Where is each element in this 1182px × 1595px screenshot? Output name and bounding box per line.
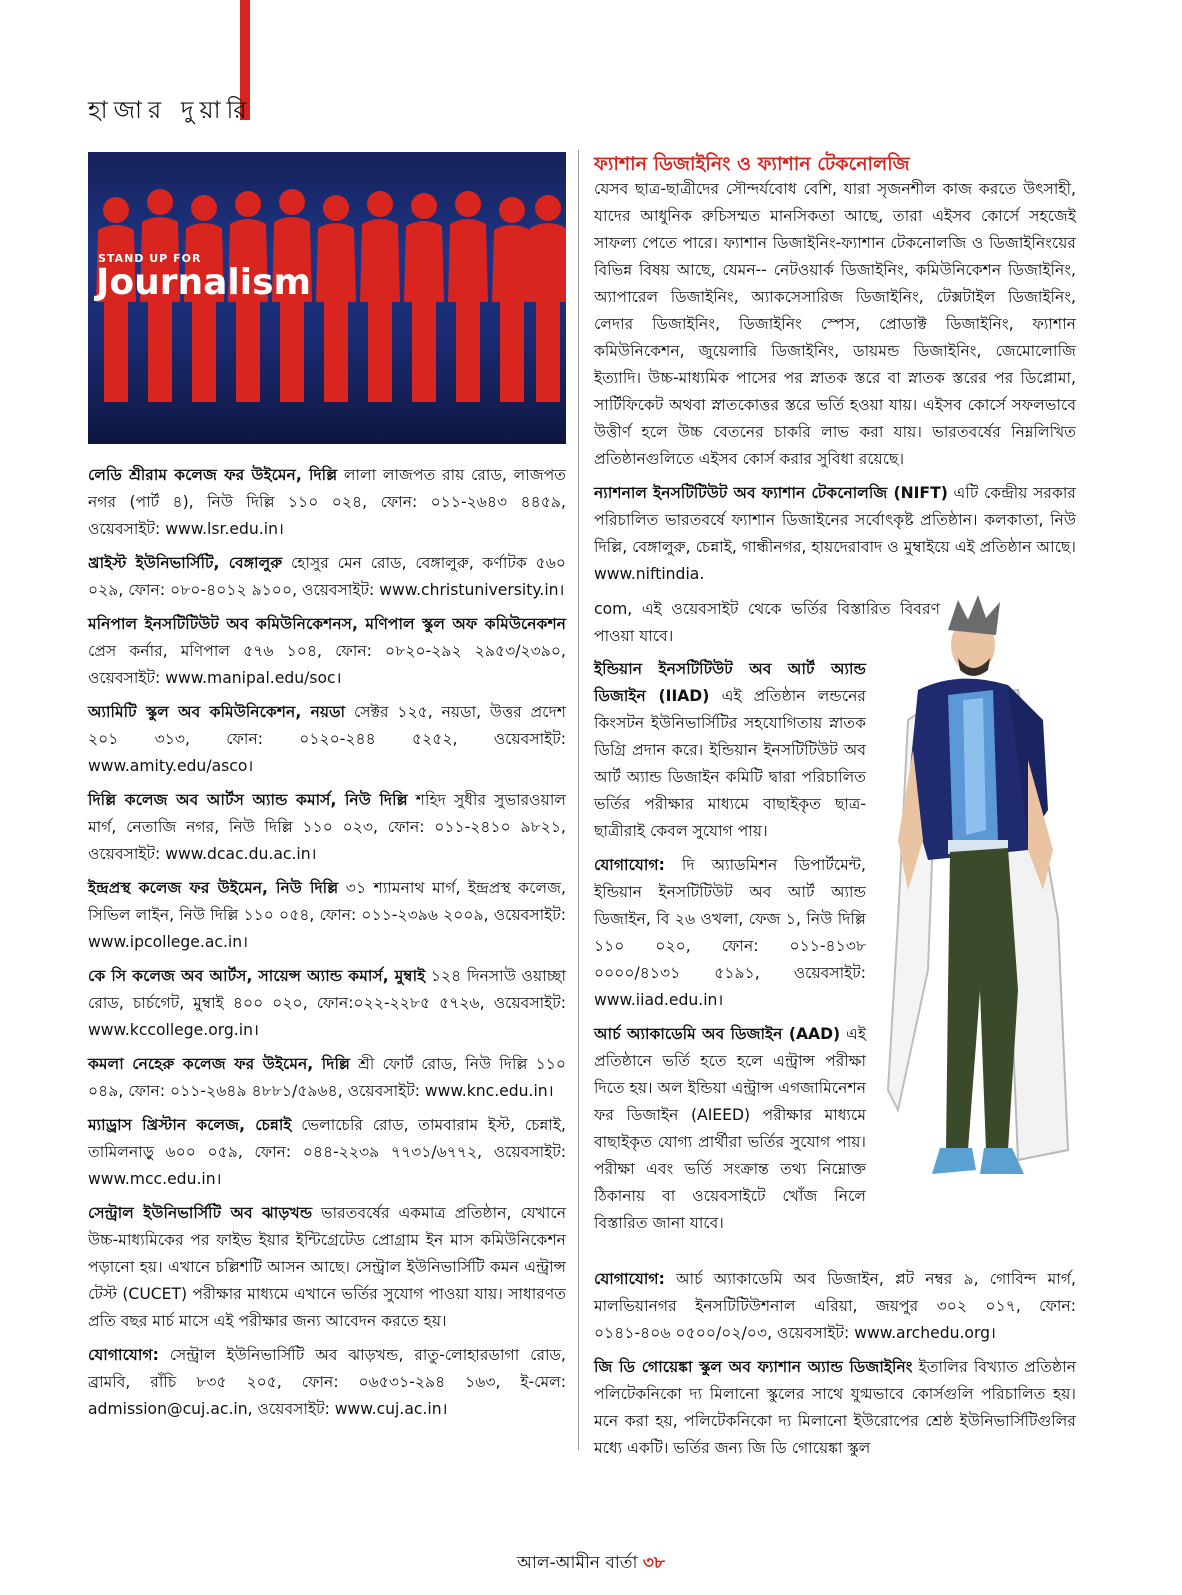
entry-text: হোসুর মেন রোড, বেঙ্গালুরু, কর্ণাটক ৫৬০ ০২৯, ফোন: ০৮০-৪০১২ ৯১০০, ওয়েবসাইট: www.christuniversity.in। xyxy=(88,554,567,599)
journalism-poster-image xyxy=(88,152,566,444)
entry-name: কে সি কলেজ অব আর্টস, সায়েন্স অ্যান্ড কমার্স, মুম্বাই xyxy=(88,967,426,985)
left-column xyxy=(88,462,566,1430)
entry-text: সেন্ট্রাল ইউনিভার্সিটি অব ঝাড়খন্ড, রাতু-লোহারডাগা রোড, ব্রামবি, রাঁচি ৮৩৫ ২০৫, ফোন: ০৬৫৩১-২৯৪ ১৬৩, ই-মেল: admission@cuj.ac.in, ওয়েবসাইট: www.cuj.ac.in। xyxy=(88,1346,566,1418)
entry-text: শহিদ সুধীর সুভারওয়াল মার্গ, নেতাজি নগর, নিউ দিল্লি ১১০ ০২৩, ফোন: ০১১-২৪১০ ৯৮২১, ওয়েবসাইট: www.dcac.du.ac.in। xyxy=(88,791,566,863)
entry-text: ভারতবর্ষের একমাত্র প্রতিষ্ঠান, যেখানে উচ্চ-মাধ্যমিকের পর ফাইভ ইয়ার ইন্টিগ্রেটেড প্রোগ্রাম ইন মাস কমিউনিকেশন পড়ানো হয়। এখানে চল্লিশটি আসন আছে। সেন্ট্রাল ইউনিভার্সিটি কমন এন্ট্রান্স টেস্ট (CUCET) পরীক্ষার মাধ্যমে এখানে ভর্তির সুযোগ পাওয়া যায়। সাধারণত প্রতি বছর মার্চ মাসে এই পরীক্ষার জন্য আবেদন করতে হয়। xyxy=(88,1204,566,1330)
entry-lsr xyxy=(88,462,566,543)
entry-iiad: ইন্ডিয়ান ইনসটিটিউট অব আর্ট অ্যান্ড ডিজাইন (IIAD) এই প্রতিষ্ঠান লন্ডনের কিংসটন ইউনিভার্সিটির সহযোগিতায় স্নাতক ডিগ্রি প্রদান করে। ইন্ডিয়ান ইনসটিটিউট অব আর্ট অ্যান্ড ডিজাইন কমিটি দ্বারা পরিচালিত ভর্তির পরীক্ষার মাধ্যমে বাছাইকৃত ছাত্র-ছাত্রীরাই কেবল সুযোগ পায়। xyxy=(594,660,866,840)
column-divider xyxy=(578,150,579,1450)
entry-aad: আর্চ অ্যাকাডেমি অব ডিজাইন (AAD) এই প্রতিষ্ঠানে ভর্তি হতে হলে এন্ট্রান্স পরীক্ষা দিতে হয়। অল ইন্ডিয়া এন্ট্রান্স এগজামিনেশন ফর ডিজাইন (AIEED) পরীক্ষার মাধ্যমে বাছাইকৃত যোগ্য প্রার্থীরা ভর্তির সুযোগ পায়। পরীক্ষা এবং ভর্তি সংক্রান্ত তথ্য নিম্নোক্ত ঠিকানায় বা ওয়েবসাইটে খোঁজ নিলে বিস্তারিত জানা যাবে। xyxy=(594,1025,866,1232)
entry-iiad-contact: যোগাযোগ: দি অ্যাডমিশন ডিপার্টমেন্ট, ইন্ডিয়ান ইনসটিটিউট অব আর্ট অ্যান্ড ডিজাইন, বি ২৬ ওখলা, ফেজ ১, নিউ দিল্লি ১১০ ০২০, ফোন: ০১১-৪১৩৮ ০০০০/৪১৩১ ৫১৯১, ওয়েবসাইট: www.iiad.edu.in। xyxy=(594,856,866,1009)
magazine-section-title: হাজার দুয়ারি xyxy=(88,96,253,124)
entry-ipcollege xyxy=(88,875,566,956)
entry-text: ১২৪ দিনসাউ ওয়াচ্ছা রোড, চার্চগেট, মুম্বাই ৪০০ ০২০, ফোন:০২২-২২৮৫ ৫৭২৬, ওয়েবসাইট: www.kccollege.org.in। xyxy=(88,967,566,1039)
entry-mcc xyxy=(88,1112,566,1193)
entry-name: যোগাযোগ: xyxy=(88,1346,159,1364)
entry-gd-goenka: জি ডি গোয়েঙ্কা স্কুল অব ফ্যাশান অ্যান্ড ডিজাইনিং ইতালির বিখ্যাত প্রতিষ্ঠান পলিটেকনিকো দ্য মিলানো স্কুলের সাথে যুগ্মভাবে কোর্সগুলি পরিচালিত হয়। মনে করা হয়, পলিটেকনিকো দ্য মিলানো ইউরোপের শ্রেষ্ঠ ইউনিভার্সিটিগুলির মধ্যে একটি। ভর্তির জন্য জি ডি গোয়েঙ্কা স্কুল xyxy=(594,1358,1077,1457)
fashion-section-heading: ফ্যাশান ডিজাইনিং ও ফ্যাশান টেকনোলজি xyxy=(594,153,910,175)
entry-text: ৩১ শ্যামনাথ মার্গ, ইন্দ্রপ্রস্থ কলেজ, সিভিল লাইন, নিউ দিল্লি ১১০ ০৫৪, ফোন: ০১১-২৩৯৬ ২০০৯, ওয়েবসাইট: www.ipcollege.ac.in। xyxy=(88,879,566,951)
entry-name: ম্যাড্রাস খ্রিস্টান কলেজ, চেন্নাই xyxy=(88,1116,292,1134)
poster-headline: Journalism xyxy=(96,262,312,303)
entry-name: মনিপাল ইনসটিটিউট অব কমিউনিকেশনস, মণিপাল স্কুল অফ কমিউনেকশন xyxy=(88,615,566,633)
fashion-model-illustration xyxy=(868,590,1098,1250)
entry-text: সেক্টর ১২৫, নয়ডা, উত্তর প্রদেশ ২০১ ৩১৩, ফোন: ০১২০-২৪৪ ৫২৫২, ওয়েবসাইট: www.amity.edu/asco। xyxy=(88,703,566,775)
magazine-name: আল-আমীন বার্তা xyxy=(517,1553,638,1573)
entry-cuj-contact xyxy=(88,1342,566,1423)
page-footer xyxy=(0,1550,1182,1578)
entry-nift-cont: com, এই ওয়েবসাইট থেকে ভর্তির বিস্তারিত বিবরণ পাওয়া যাবে। xyxy=(594,600,940,645)
entry-christ xyxy=(88,550,566,604)
poster-tagline: STAND UP FOR xyxy=(98,252,202,265)
right-column-top xyxy=(594,176,1076,595)
entry-cuj xyxy=(88,1200,566,1335)
entry-name: খ্রাইস্ট ইউনিভার্সিটি, বেঙ্গালুরু xyxy=(88,554,283,572)
entry-text: প্রেস কর্নার, মণিপাল ৫৭৬ ১০৪, ফোন: ০৮২০-২৯২ ২৯৫৩/২৩৯০, ওয়েবসাইট: www.manipal.edu/soc। xyxy=(88,642,566,687)
entry-dcac xyxy=(88,787,566,868)
page-number: ৩৮ xyxy=(642,1553,665,1573)
entry-text: লালা লাজপত রায় রোড, লাজপত নগর (পার্ট ৪), নিউ দিল্লি ১১০ ০২৪, ফোন: ০১১-২৬৪৩ ৪৪৫৯, ওয়েবসাইট: www.lsr.edu.in। xyxy=(88,466,566,538)
fashion-intro: যেসব ছাত্র-ছাত্রীদের সৌন্দর্যবোধ বেশি, যারা সৃজনশীল কাজ করতে উৎসাহী, যাদের আধুনিক রুচিসম্মত মানসিকতা আছে, তারা এইসব কোর্সে সহজেই সাফল্য পেতে পারে। ফ্যাশান ডিজাইনিং-ফ্যাশান টেকনোলজি ও ডিজাইনিংয়ের বিভিন্ন বিষয় আছে, যেমন-- নেটওয়ার্ক ডিজাইনিং, কমিউনিকেশন ডিজাইনিং, অ্যাপারেল ডিজাইনিং, অ্যাকসেসারিজ ডিজাইনিং, টেক্সটাইল ডিজাইনিং, লেদার ডিজাইনিং, ডিজাইনিং স্পেস, প্রোডাক্ট ডিজাইনিং, ফ্যাশান কমিউনিকেশন, জুয়েলারি ডিজাইনিং, ডায়মন্ড ডিজাইনিং, জেমোলোজি ইত্যাদি। উচ্চ-মাধ্যমিক পাসের পর স্নাতক স্তরে বা স্নাতক স্তরের পর ডিপ্লোমা, সার্টিফিকেট অথবা স্নাতকোত্তর স্তরে ভর্তি হওয়া যায়। এইসব কোর্সে সফলভাবে উত্তীর্ণ হলে উচ্চ বেতনের চাকরি লাভ করা যায়। ভারতবর্ষের নিম্নলিখিত প্রতিষ্ঠানগুলিতে এইসব কোর্স করার সুবিধা রয়েছে। xyxy=(594,180,1076,468)
right-column-narrow xyxy=(594,656,866,1244)
entry-knc xyxy=(88,1051,566,1105)
entry-aad-contact: যোগাযোগ: আর্চ অ্যাকাডেমি অব ডিজাইন, প্লট নম্বর ৯, গোবিন্দ মার্গ, মালভিয়ানগর ইনসটিটিউশনাল এরিয়া, জয়পুর ৩০২ ০১৭, ফোন: ০১৪১-৪০৬ ০৫০০/০২/০৩, ওয়েবসাইট: www.archedu.org। xyxy=(594,1270,1076,1342)
entry-name: সেন্ট্রাল ইউনিভার্সিটি অব ঝাড়খন্ড xyxy=(88,1204,313,1222)
right-column-bottom xyxy=(594,1266,1076,1469)
entry-kccollege xyxy=(88,963,566,1044)
entry-name: ইন্দ্রপ্রস্থ কলেজ ফর উইমেন, নিউ দিল্লি xyxy=(88,879,339,897)
entry-text: ভেলাচেরি রোড, তামবারাম ইস্ট, চেন্নাই, তামিলনাড়ু ৬০০ ০৫৯, ফোন: ০৪৪-২২৩৯ ৭৭৩১/৬৭৭২, ওয়েবসাইট: www.mcc.edu.in। xyxy=(88,1116,566,1188)
entry-nift: ন্যাশনাল ইনসটিটিউট অব ফ্যাশান টেকনোলজি (NIFT) এটি কেন্দ্রীয় সরকার পরিচালিত ভারতবর্ষে ফ্যাশান ডিজাইনের সর্বোৎকৃষ্ট প্রতিষ্ঠান। কলকাতা, নিউ দিল্লি, বেঙ্গালুরু, চেন্নাই, গান্ধীনগর, হায়দেরাবাদ ও মুম্বাইয়ে এই প্রতিষ্ঠান আছে। www.niftindia. xyxy=(594,484,1076,583)
entry-name: অ্যামিটি স্কুল অব কমিউনিকেশন, নয়ডা xyxy=(88,703,346,721)
entry-name: কমলা নেহেরু কলেজ ফর উইমেন, দিল্লি xyxy=(88,1055,351,1073)
entry-amity xyxy=(88,699,566,780)
entry-text: শ্রী ফোর্ট রোড, নিউ দিল্লি ১১০ ০৪৯, ফোন: ০১১-২৬৪৯ ৪৮৮১/৫৯৬৪, ওয়েবসাইট: www.knc.edu.in। xyxy=(88,1055,566,1100)
entry-manipal xyxy=(88,611,566,692)
entry-name: দিল্লি কলেজ অব আর্টস অ্যান্ড কমার্স, নিউ দিল্লি xyxy=(88,791,408,809)
entry-name: লেডি শ্রীরাম কলেজ ফর উইমেন, দিল্লি xyxy=(88,466,338,484)
